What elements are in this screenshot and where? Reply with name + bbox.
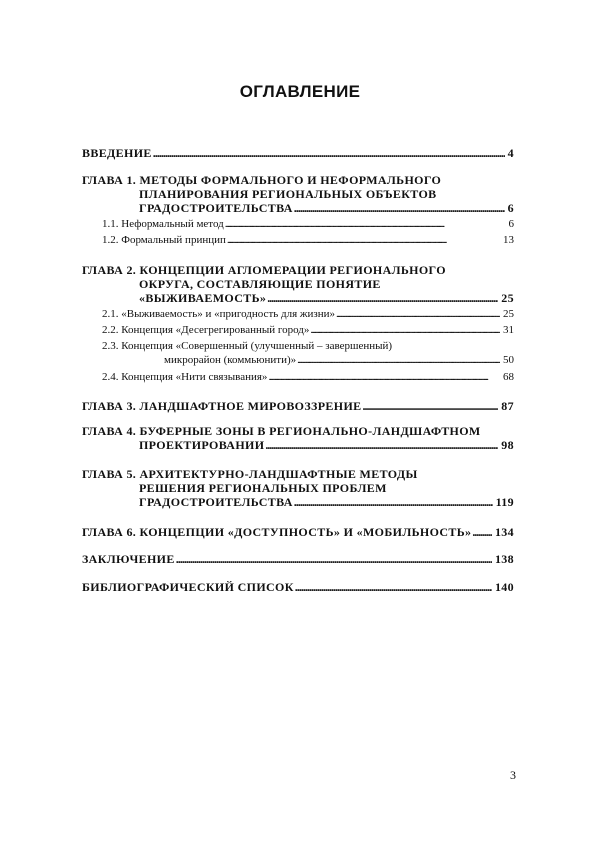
toc-entry-section-2-3[interactable] [82,339,514,367]
toc-entry-label-line: «ВЫЖИВАЕМОСТЬ» [139,291,267,305]
toc-entry-label: ВВЕДЕНИЕ [82,146,152,160]
page-number: 3 [510,768,516,782]
toc-entry-label-line: РЕШЕНИЯ РЕГИОНАЛЬНЫХ ПРОБЛЕМ [139,481,387,495]
toc-entry-label-line: ГЛАВА 5. АРХИТЕКТУРНО-ЛАНДШАФТНЫЕ МЕТОДЫ [82,467,418,481]
leader-dots [336,307,500,321]
toc-page-number: 98 [501,438,514,452]
toc-entry-label-line: ГЛАВА 4. БУФЕРНЫЕ ЗОНЫ В РЕГИОНАЛЬНО-ЛАНДШАФТНОМ [82,424,481,438]
leader-dots [297,353,500,367]
toc-page-number: 6 [507,201,514,215]
toc-page-number: 31 [503,324,514,336]
toc-entry-label-line: ГЛАВА 1. МЕТОДЫ ФОРМАЛЬНОГО И НЕФОРМАЛЬНОГО [82,173,442,187]
toc-entry-chapter-6[interactable] [82,525,514,539]
leader-dots [153,146,505,160]
toc-entry-bibliography[interactable] [82,580,514,594]
toc-page-number: 138 [494,552,514,566]
toc-page-number: 134 [494,525,514,539]
toc-entry-section-2-1[interactable] [82,307,514,321]
toc-page-number: 68 [503,371,514,383]
toc-entry-section-1-2[interactable] [82,233,514,247]
toc-entry-label-line: ГРАДОСТРОИТЕЛЬСТВА [139,495,293,509]
toc-entry-label-line: ОКРУГА, СОСТАВЛЯЮЩИЕ ПОНЯТИЕ [139,277,381,291]
toc-entry-label-line: ГЛАВА 2. КОНЦЕПЦИИ АГЛОМЕРАЦИИ РЕГИОНАЛЬНОГО [82,263,446,277]
leader-dots [176,552,492,566]
toc-page-number: 4 [507,146,514,160]
leader-dots [310,323,500,337]
toc-entry-section-2-4[interactable] [82,370,514,384]
toc-page-number: 6 [508,218,514,230]
leader-dots [362,399,498,413]
toc-page-number: 25 [503,308,514,320]
toc-entry-chapter-4[interactable] [82,424,514,452]
toc-entry-label: 1.2. Формальный принцип [102,234,226,246]
toc-page-number: 50 [503,354,514,366]
toc-page-number: 13 [503,234,514,246]
toc-entry-label: ЗАКЛЮЧЕНИЕ [82,552,175,566]
toc-entry-label: ГЛАВА 3. ЛАНДШАФТНОЕ МИРОВОЗЗРЕНИЕ [82,399,362,413]
toc-page-number: 140 [494,580,514,594]
toc-entry-label-line: ПЛАНИРОВАНИЯ РЕГИОНАЛЬНЫХ ОБЪЕКТОВ [139,187,437,201]
leader-dots [294,201,505,215]
toc-entry-section-2-2[interactable] [82,323,514,337]
toc-entry-intro[interactable] [82,146,514,160]
toc-page-number: 87 [501,399,514,413]
leader-dots [265,438,498,452]
toc-entry-label-line: ГРАДОСТРОИТЕЛЬСТВА [139,201,293,215]
toc-entry-conclusion[interactable] [82,552,514,566]
toc-entry-label-line: ПРОЕКТИРОВАНИИ [139,438,265,452]
toc-page-number: 119 [495,495,514,509]
leader-dots [225,217,506,231]
toc-page-number: 25 [501,291,514,305]
leader-dots [472,525,492,539]
toc-entry-label: БИБЛИОГРАФИЧЕСКИЙ СПИСОК [82,580,294,594]
toc-entry-section-1-1[interactable] [82,217,514,231]
toc-entry-label-line: 2.3. Концепция «Совершенный (улучшенный – завершенный) [102,340,393,352]
toc-entry-chapter-2[interactable] [82,263,514,305]
toc-entry-label: ГЛАВА 6. КОНЦЕПЦИИ «ДОСТУПНОСТЬ» И «МОБИЛЬНОСТЬ» [82,525,472,539]
leader-dots [267,291,498,305]
toc-entry-label: 2.2. Концепция «Десегрегированный город» [102,324,310,336]
toc-entry-label: 2.4. Концепция «Нити связывания» [102,371,268,383]
toc-entry-label: 1.1. Неформальный метод [102,218,224,230]
page-title: ОГЛАВЛЕНИЕ [239,82,361,101]
toc-entry-chapter-3[interactable] [82,399,514,413]
toc-entry-chapter-1[interactable] [82,173,514,215]
toc-entry-label-line: микрорайон (коммьюнити)» [164,354,297,366]
leader-dots [268,370,500,384]
toc-entry-chapter-5[interactable] [82,467,514,509]
leader-dots [227,233,500,247]
leader-dots [294,495,493,509]
leader-dots [295,580,492,594]
toc-entry-label: 2.1. «Выживаемость» и «пригодность для жизни» [102,308,336,320]
